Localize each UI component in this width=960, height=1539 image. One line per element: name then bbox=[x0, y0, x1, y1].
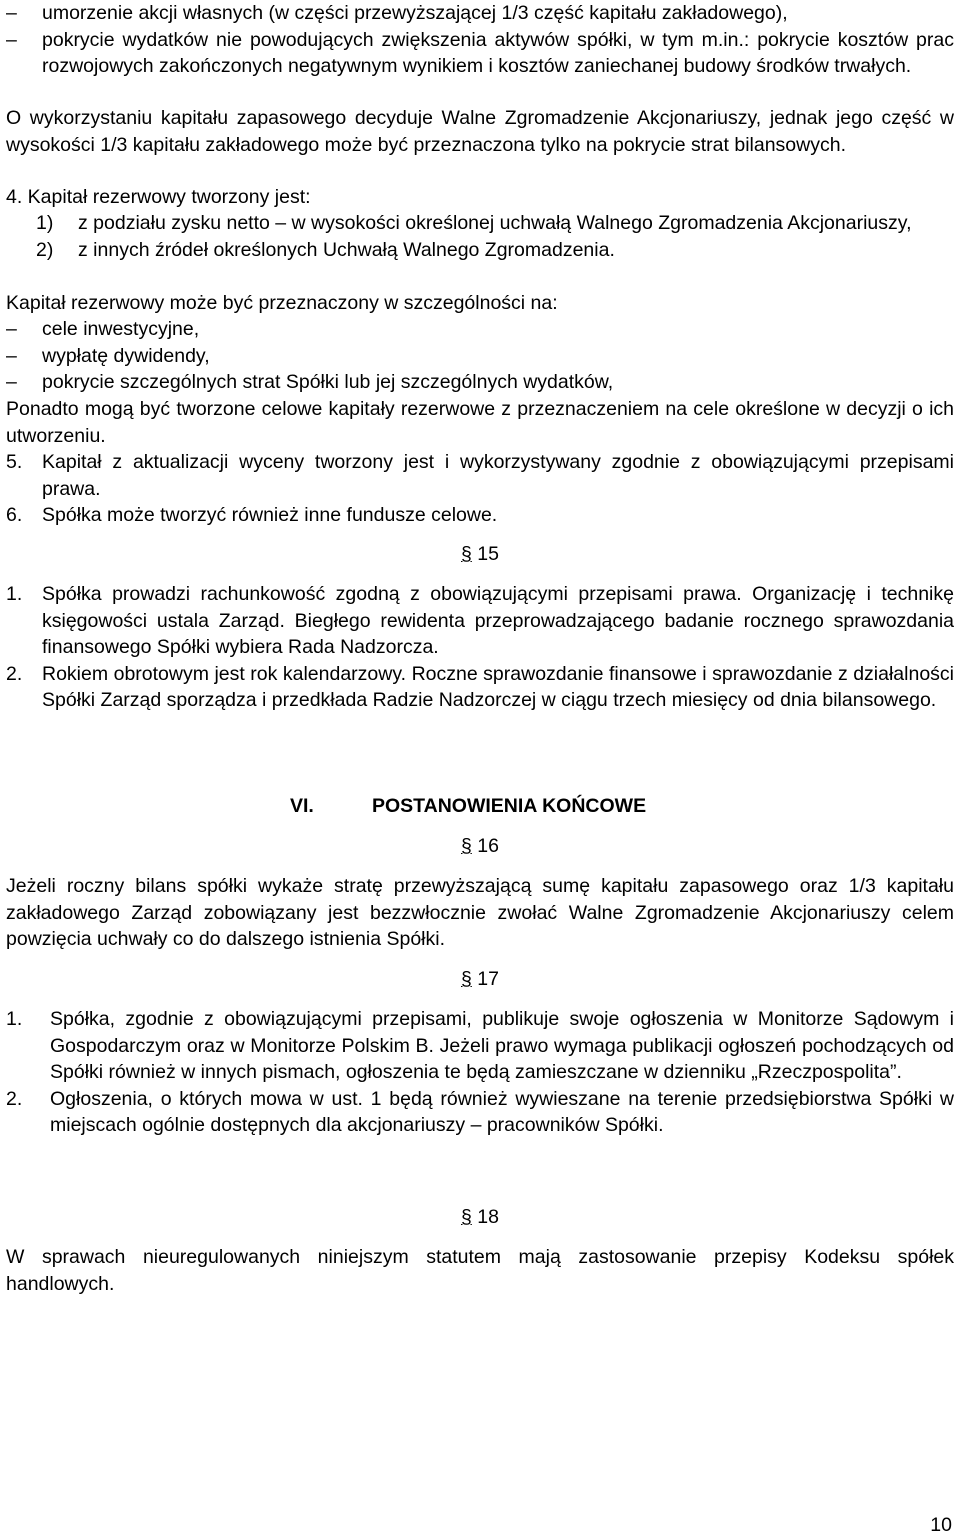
section-17-items bbox=[6, 1006, 954, 1139]
section-15-heading bbox=[6, 541, 954, 568]
list-item bbox=[6, 1006, 954, 1086]
list-item-text: wypłatę dywidendy, bbox=[42, 344, 210, 367]
item-text: Ogłoszenia, o których mowa w ust. 1 będą również wywieszane na terenie przedsiębiorstwa Spółki w miejscach ogólnie dostępnych dla akcjonariuszy – pracowników Spółki. bbox=[50, 1087, 954, 1136]
list-item-text: pokrycie wydatków nie powodujących zwiększenia aktywów spółki, w tym m.in.: pokrycie kosztów prac rozwojowych zakończonych negatywnym wynikiem i kosztów zaniechanej budowy środków trwałych. bbox=[42, 28, 954, 77]
list-item bbox=[6, 316, 954, 343]
section-15-items bbox=[6, 581, 954, 714]
item-text: Rokiem obrotowym jest rok kalendarzowy. Roczne sprawozdanie finansowe i sprawozdanie z działalności Spółki Zarząd sporządza i przedkłada Radzie Nadzorczej w ciągu trzech miesięcy od dnia bilansowego. bbox=[42, 662, 954, 711]
list-item-text: umorzenie akcji własnych (w części przewyższającej 1/3 część kapitału zakładowego), bbox=[42, 2, 788, 24]
list-item bbox=[6, 0, 954, 27]
item-4-purposes bbox=[6, 316, 954, 396]
item-text: Spółka może tworzyć również inne fundusze celowe. bbox=[42, 504, 498, 526]
section-18-text: W sprawach nieuregulowanych niniejszym statutem mają zastosowanie przepisy Kodeksu spółek handlowych. bbox=[6, 1246, 954, 1295]
list-item bbox=[6, 1086, 954, 1139]
item-number: 1. bbox=[6, 1008, 23, 1030]
section-sign: § bbox=[461, 1206, 472, 1228]
section-17-heading bbox=[6, 966, 954, 993]
section-number: 17 bbox=[477, 968, 499, 990]
item-4-lead: 4. Kapitał rezerwowy tworzony jest: bbox=[6, 186, 311, 208]
list-item bbox=[6, 502, 954, 529]
item-number: 6. bbox=[6, 504, 23, 526]
item-4-sources bbox=[6, 210, 954, 263]
sub-item-number: 1) bbox=[36, 212, 54, 234]
chapter-number: VI. bbox=[290, 795, 314, 817]
item-4-purpose-lead: Kapitał rezerwowy może być przeznaczony w szczególności na: bbox=[6, 292, 558, 314]
item-4-closing: Ponadto mogą być tworzone celowe kapitały rezerwowe z przeznaczeniem na cele określone w decyzji o ich utworzeniu. bbox=[6, 398, 954, 447]
items-5-6 bbox=[6, 449, 954, 529]
section-number: 18 bbox=[477, 1206, 499, 1228]
dash-bullet: – bbox=[6, 28, 17, 51]
section-18-heading bbox=[6, 1204, 954, 1231]
section-number: 16 bbox=[477, 835, 499, 857]
item-number: 2. bbox=[6, 1087, 23, 1110]
list-item bbox=[6, 343, 954, 370]
list-item bbox=[6, 581, 954, 661]
section-sign: § bbox=[461, 543, 472, 565]
list-item bbox=[6, 210, 954, 237]
top-dash-list bbox=[6, 0, 954, 80]
list-item bbox=[6, 449, 954, 502]
chapter-title: POSTANOWIENIA KOŃCOWE bbox=[372, 795, 647, 817]
sub-item-number: 2) bbox=[36, 238, 54, 261]
dash-bullet: – bbox=[6, 2, 17, 24]
list-item bbox=[6, 237, 954, 264]
item-number: 1. bbox=[6, 583, 23, 605]
section-16-heading bbox=[6, 833, 954, 860]
section-sign: § bbox=[461, 968, 472, 990]
section-sign: § bbox=[461, 835, 472, 857]
section-16-text: Jeżeli roczny bilans spółki wykaże stratę przewyższającą sumę kapitału zapasowego oraz 1/3 kapitału zakładowego Zarząd zobowiązany jest bezzwłocznie zwołać Walne Zgromadzenie Akcjonariuszy celem powzięcia uchwały co do dalszego istnienia Spółki. bbox=[6, 875, 954, 950]
list-item bbox=[6, 661, 954, 714]
item-number: 2. bbox=[6, 662, 23, 685]
item-text: Spółka, zgodnie z obowiązującymi przepisami, publikuje swoje ogłoszenia w Monitorze Sądowym i Gospodarczym oraz w Monitorze Polskim B. Jeżeli prawo wymaga publikacji ogłoszeń pochodzących od Spółki również w innych pismach, ogłoszenia te będą zamieszczane w dzienniku „Rzeczpospolita”. bbox=[50, 1008, 954, 1083]
list-item bbox=[6, 27, 954, 80]
list-item bbox=[6, 369, 954, 396]
sub-item-text: z innych źródeł określonych Uchwałą Walnego Zgromadzenia. bbox=[78, 238, 615, 261]
list-item-text: cele inwestycyjne, bbox=[42, 318, 200, 340]
item-text: Spółka prowadzi rachunkowość zgodną z obowiązującymi przepisami prawa. Organizację i technikę księgowości ustala Zarząd. Biegłego rewidenta przeprowadzającego badanie rocznego sprawozdania finansowego Spółki wybiera Rada Nadzorcza. bbox=[42, 583, 954, 658]
item-number: 5. bbox=[6, 451, 23, 473]
section-number: 15 bbox=[477, 543, 499, 565]
dash-bullet: – bbox=[6, 318, 17, 340]
sub-item-text: z podziału zysku netto – w wysokości określonej uchwałą Walnego Zgromadzenia Akcjonariuszy, bbox=[78, 212, 912, 234]
list-item-text: pokrycie szczególnych strat Spółki lub jej szczególnych wydatków, bbox=[42, 371, 614, 393]
page-number: 10 bbox=[930, 1514, 952, 1536]
item-text: Kapitał z aktualizacji wyceny tworzony jest i wykorzystywany zgodnie z obowiązującymi przepisami prawa. bbox=[42, 451, 954, 500]
paragraph-kapital-zapasowy: O wykorzystaniu kapitału zapasowego decyduje Walne Zgromadzenie Akcjonariuszy, jednak jego część w wysokości 1/3 kapitału zakładowego może być przeznaczona tylko na pokrycie strat bilansowych. bbox=[6, 107, 954, 156]
dash-bullet: – bbox=[6, 371, 17, 393]
dash-bullet: – bbox=[6, 344, 17, 367]
